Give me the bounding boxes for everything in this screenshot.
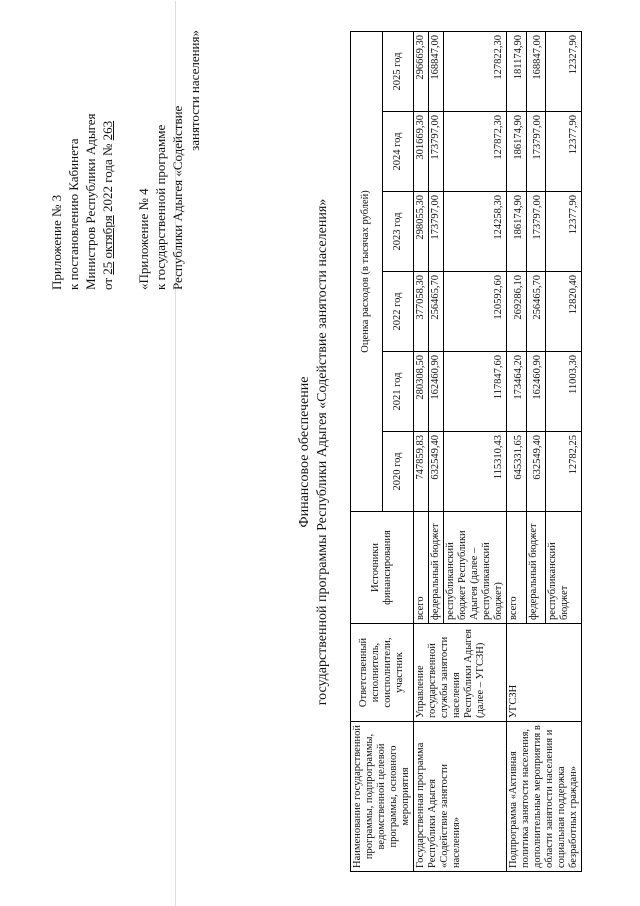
value-cell: 186174,90 [507,112,527,192]
value-cell: 269286,10 [507,272,527,352]
value-cell: 12377,90 [546,192,582,272]
year-header: 2021 год [382,352,414,432]
source-cell: федеральный бюджет [526,512,546,624]
document-title-block [296,172,332,732]
value-cell: 173797,00 [526,112,546,192]
appendix-4-header [135,30,203,290]
document-subtitle: государственной программы Республики Адыгея «Содействие занятости населения» [315,198,330,706]
value-cell: 12327,90 [546,31,582,111]
value-cell: 12782,25 [546,432,582,512]
year-header: 2022 год [382,272,414,352]
year-header: 2023 год [382,192,414,272]
year-header: 2025 год [382,31,414,111]
source-cell: всего [414,512,429,624]
date-day: 25 [100,261,115,275]
source-cell: всего [507,512,527,624]
document-title: Финансовое обеспечение [297,376,312,528]
value-cell: 301669,30 [414,112,429,192]
value-cell: 127872,30 [444,112,507,192]
value-cell: 747859,83 [414,432,429,512]
value-cell: 173797,00 [429,112,444,192]
value-cell: 12820,40 [546,272,582,352]
appendix-4-line2: к государственной программе [153,124,168,290]
value-cell: 173797,00 [526,192,546,272]
value-cell: 296669,30 [414,31,429,111]
program-executor: Управление государственной службы занятости населения Республики Адыгея (далее – УГСЗН) [414,624,507,722]
value-cell: 186174,90 [507,192,527,272]
table-row [507,31,527,871]
subprogram-executor: УГСЗН [507,624,582,722]
value-cell: 124258,30 [444,192,507,272]
value-cell: 168847,00 [429,31,444,111]
source-cell: республиканский бюджет Республики Адыгея (далее – республиканский бюджет) [444,512,507,624]
header-row [351,31,383,871]
value-cell: 168847,00 [526,31,546,111]
program-name: Государственная программа Республики Адыгея «Содействие занятости населения» [414,722,507,872]
col-header-estimate: Оценка расходов (в тысячах рублей) [351,31,383,511]
appendix-3-date: от 25 октября 2022 года № 263 [100,120,115,290]
date-month: октября [100,215,115,259]
value-cell: 645331,65 [507,432,527,512]
rotated-page [40,22,600,882]
value-cell: 632549,40 [526,432,546,512]
appendix-3-line3: Министров Республики Адыгея [83,113,98,290]
table-row [414,31,429,871]
appendix-3-line2: к постановлению Кабинета [66,138,81,290]
value-cell: 181174,90 [507,31,527,111]
value-cell: 11003,30 [546,352,582,432]
value-cell: 298055,30 [414,192,429,272]
source-cell: федеральный бюджет [429,512,444,624]
value-cell: 115310,43 [444,432,507,512]
appendix-4-line4: занятости населения» [187,30,202,151]
subprogram-name: Подпрограмма «Активная политика занятости населения, дополнительные мероприятия в области занятости населения и социальная поддержка безработных граждан» [507,722,582,872]
value-cell: 127822,30 [444,31,507,111]
decree-number: 263 [100,120,115,141]
value-cell: 117847,60 [444,352,507,432]
appendix-3-header [48,30,116,290]
col-header-source: Источники финансирования [351,512,414,624]
value-cell: 162460,90 [526,352,546,432]
value-cell: 377058,30 [414,272,429,352]
appendix-4-line1: «Приложение № 4 [136,188,151,290]
appendix-3-line1: Приложение № 3 [49,194,64,290]
value-cell: 12377,90 [546,112,582,192]
col-header-executor: Ответственный исполнитель, соисполнители, участник [351,624,414,722]
year-header: 2024 год [382,112,414,192]
value-cell: 173464,20 [507,352,527,432]
value-cell: 120592,60 [444,272,507,352]
year-header: 2020 год [382,432,414,512]
value-cell: 173797,00 [429,192,444,272]
source-cell: республиканский бюджет [546,512,582,624]
value-cell: 256465,70 [429,272,444,352]
value-cell: 632549,40 [429,432,444,512]
value-cell: 256465,70 [526,272,546,352]
financing-table [350,31,582,872]
appendix-4-line3: Республики Адыгея «Содействие [170,105,185,290]
value-cell: 162460,90 [429,352,444,432]
value-cell: 280308,50 [414,352,429,432]
col-header-name: Наименование государственной программы, подпрограммы, ведомственной целевой программы, основного мероприятия [351,722,414,872]
